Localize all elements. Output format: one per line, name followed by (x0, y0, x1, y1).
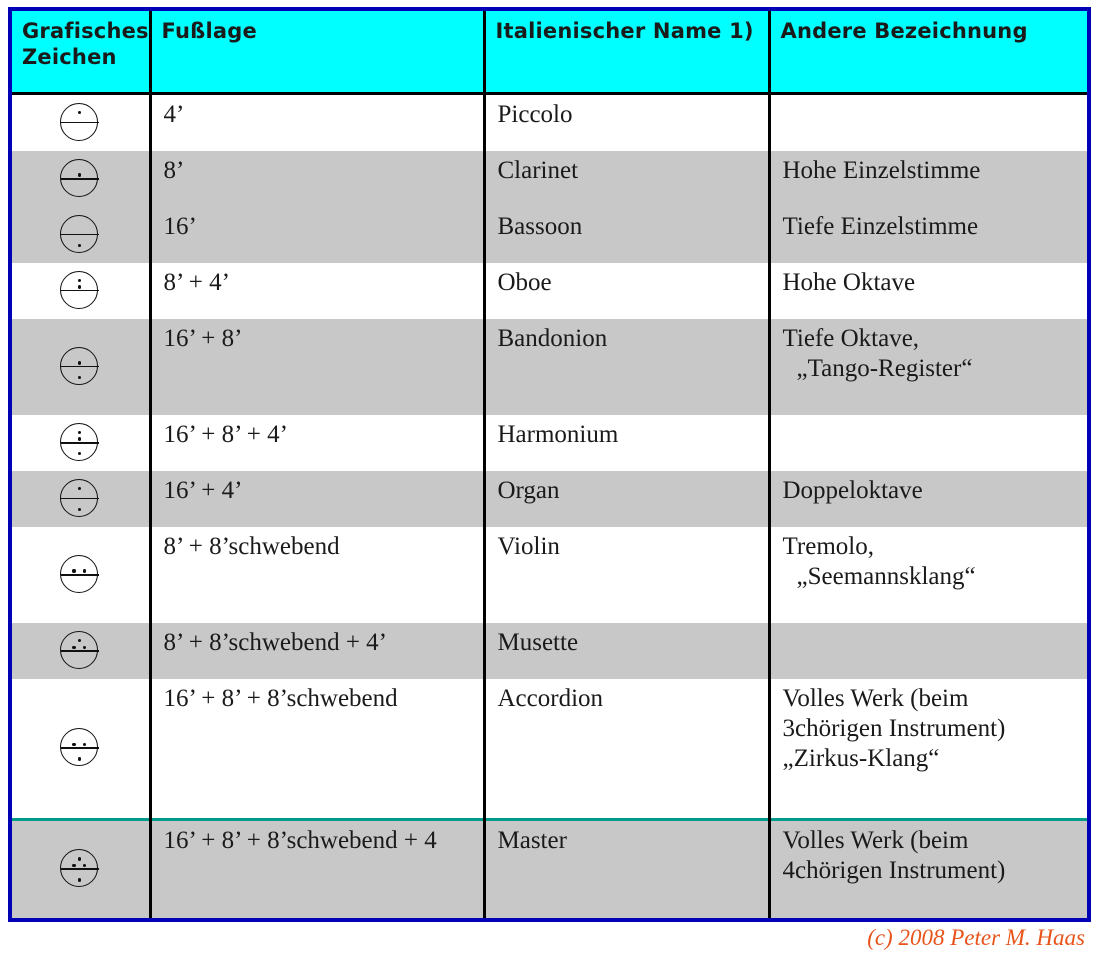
registration-symbol-cell (12, 151, 150, 207)
footage-cell: 16’ + 4’ (150, 471, 484, 527)
registration-symbol-cell (12, 819, 150, 918)
copyright-credit: (c) 2008 Peter M. Haas (867, 925, 1085, 950)
italian-name-cell: Accordion (484, 679, 769, 819)
italian-name-cell: Clarinet (484, 151, 769, 207)
other-designation-cell: Tremolo, „Seemannsklang“ (769, 527, 1087, 623)
registration-4-icon (60, 103, 100, 143)
other-designation-cell (769, 93, 1087, 151)
footage-cell: 16’ + 8’ + 4’ (150, 415, 484, 471)
other-designation-cell (769, 415, 1087, 471)
registration-symbol-cell (12, 527, 150, 623)
registration-8-8schwebend-4-icon (60, 631, 100, 671)
italian-name-cell: Piccolo (484, 93, 769, 151)
footage-cell: 16’ (150, 207, 484, 263)
other-designation-cell (769, 623, 1087, 679)
italian-name-cell: Musette (484, 623, 769, 679)
italian-name-cell: Organ (484, 471, 769, 527)
footage-cell: 8’ (150, 151, 484, 207)
registration-16-8-icon (60, 347, 100, 387)
table-row (12, 819, 1087, 918)
table-row (12, 207, 1087, 263)
footage-cell: 8’ + 4’ (150, 263, 484, 319)
registration-symbol-cell (12, 93, 150, 151)
registration-symbol-cell (12, 207, 150, 263)
italian-name-cell: Bassoon (484, 207, 769, 263)
table-row (12, 415, 1087, 471)
registration-16-8-8schwebend-icon (60, 728, 100, 768)
footage-cell: 16’ + 8’ + 8’schwebend + 4 (150, 819, 484, 918)
table-header-row (12, 11, 1087, 93)
footage-cell: 8’ + 8’schwebend + 4’ (150, 623, 484, 679)
column-header-italian-name: Italienischer Name 1) (484, 11, 769, 93)
italian-name-cell: Oboe (484, 263, 769, 319)
other-designation-cell: Hohe Einzelstimme (769, 151, 1087, 207)
table-body (12, 93, 1087, 918)
table-row (12, 93, 1087, 151)
footage-cell: 16’ + 8’ (150, 319, 484, 415)
registration-symbol-cell (12, 263, 150, 319)
table-row (12, 151, 1087, 207)
table-row (12, 319, 1087, 415)
table-row (12, 527, 1087, 623)
table-header (12, 11, 1087, 93)
registration-symbol-cell (12, 415, 150, 471)
registration-16-8-8schwebend-4-icon (60, 849, 100, 889)
registration-symbol-cell (12, 679, 150, 819)
italian-name-cell: Master (484, 819, 769, 918)
other-designation-cell: Volles Werk (beim 3chörigen Instrument) „Zirkus-Klang“ (769, 679, 1087, 819)
other-designation-cell: Volles Werk (beim 4chörigen Instrument) (769, 819, 1087, 918)
registration-8-4-icon (60, 271, 100, 311)
registration-symbol-cell (12, 471, 150, 527)
registration-symbol-cell (12, 319, 150, 415)
column-header-footage: Fußlage (150, 11, 484, 93)
table-row (12, 263, 1087, 319)
italian-name-cell: Violin (484, 527, 769, 623)
registration-8-icon (60, 159, 100, 199)
footage-cell: 8’ + 8’schwebend (150, 527, 484, 623)
registration-8-8schwebend-icon (60, 555, 100, 595)
footage-cell: 4’ (150, 93, 484, 151)
other-designation-cell: Hohe Oktave (769, 263, 1087, 319)
registration-16-4-icon (60, 479, 100, 519)
other-designation-cell: Doppeloktave (769, 471, 1087, 527)
table-row (12, 679, 1087, 819)
table-row (12, 471, 1087, 527)
italian-name-cell: Bandonion (484, 319, 769, 415)
italian-name-cell: Harmonium (484, 415, 769, 471)
footage-cell: 16’ + 8’ + 8’schwebend (150, 679, 484, 819)
other-designation-cell: Tiefe Einzelstimme (769, 207, 1087, 263)
registration-table-frame (8, 7, 1091, 922)
other-designation-cell: Tiefe Oktave, „Tango-Register“ (769, 319, 1087, 415)
table-row (12, 623, 1087, 679)
column-header-graphic-sign: Grafisches Zeichen (12, 11, 150, 93)
registration-table (12, 11, 1087, 918)
registration-16-icon (60, 215, 100, 255)
registration-symbol-cell (12, 623, 150, 679)
column-header-other-designation: Andere Bezeichnung (769, 11, 1087, 93)
registration-16-8-4-icon (60, 423, 100, 463)
